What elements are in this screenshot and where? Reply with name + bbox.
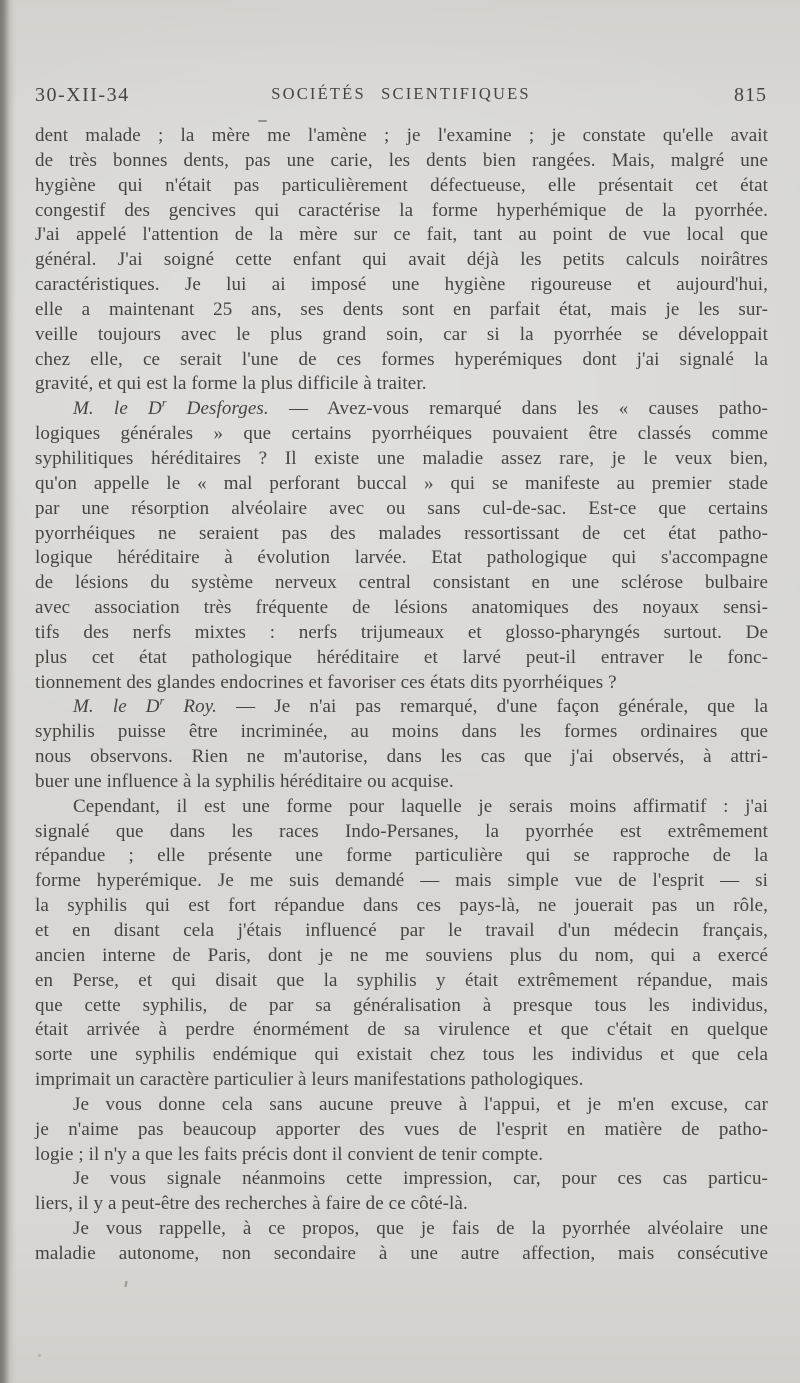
- text-line: général. J'ai soigné cette enfant qui avait déjà les petits calculs noirâtres: [35, 249, 768, 271]
- text-line: la syphilis qui est fort répandue dans ces pays-là, ne jouerait pas un rôle,: [35, 895, 768, 917]
- paragraph: [35, 795, 768, 1093]
- text-line: maladie autonome, non secondaire à une autre affection, mais consécutive: [35, 1242, 768, 1264]
- text-line: caractéristiques. Je lui ai imposé une hygiène rigoureuse et aujourd'hui,: [35, 274, 768, 296]
- ink-speck: [124, 1281, 127, 1287]
- text-line: dent malade ; la mère me l'amène ; je l'examine ; je constate qu'elle avait: [35, 125, 768, 146]
- paragraph: [35, 1167, 768, 1217]
- text-line: et en disant cela j'étais influencé par le travail d'un médecin français,: [35, 920, 768, 941]
- paragraph: [35, 1093, 768, 1168]
- text-line: forme hyperémique. Je me suis demandé — mais simple vue de l'esprit — si: [35, 870, 768, 892]
- text-line: qu'on appelle le « mal perforant buccal » qui se manifeste au premier stade: [35, 472, 768, 494]
- text-line: logiques générales » que certains pyorrhéiques pouvaient être classés comme: [35, 423, 768, 445]
- text-line: sorte une syphilis endémique qui existait chez tous les individus et que cela: [35, 1044, 768, 1066]
- text-line: Je vous donne cela sans aucune preuve à l'appui, et je m'en excuse, car: [73, 1093, 768, 1115]
- text-line: elle a maintenant 25 ans, ses dents sont en parfait état, mais je les sur-: [35, 298, 768, 320]
- text-line: syphilitiques héréditaires ? Il existe une maladie assez rare, je le veux bien,: [35, 447, 768, 469]
- text-line: congestif des gencives qui caractérise la forme hyperhémique de la pyorrhée.: [35, 199, 768, 221]
- text-line: buer une influence à la syphilis héréditaire ou acquise.: [35, 770, 454, 792]
- text-line: gravité, et qui est la forme la plus difficile à traiter.: [35, 373, 427, 395]
- binding-shadow: [0, 0, 16, 1383]
- text-line: que cette syphilis, de par sa généralisation à presque tous les individus,: [35, 994, 768, 1016]
- text-line: nous observons. Rien ne m'autorise, dans les cas que j'ai observés, à attri-: [35, 746, 768, 768]
- header-date: 30-XII-34: [35, 84, 130, 106]
- text-line: veille toujours avec le plus grand soin, car si la pyorrhée se développait: [35, 323, 768, 345]
- text-line: logie ; il n'y a que les faits précis dont il convient de tenir compte.: [35, 1143, 544, 1165]
- page-number: 815: [734, 84, 767, 106]
- speaker-name: M. le $D^r$ Roy.: [73, 695, 218, 718]
- paragraph: [35, 695, 768, 794]
- text-line: par une résorption alvéolaire avec ou sans cul-de-sac. Est-ce que certains: [35, 497, 768, 519]
- text-line: syphilis puisse être incriminée, au moins dans les formes ordinaires que: [35, 721, 768, 743]
- text-line: liers, il y a peut-être des recherches à faire de ce côté-là.: [35, 1193, 468, 1215]
- text-line: de lésions du système nerveux central consistant en une sclérose bulbaire: [35, 572, 768, 594]
- text-line: M. le $D^r$ Desforges. — Avez-vous remarqué dans les « causes patho-: [73, 396, 768, 420]
- text-line: en Perse, et qui disait que la syphilis y était extrêmement répandue, mais: [35, 969, 768, 991]
- ink-speck: [38, 1354, 41, 1357]
- text-line: je n'aime pas beaucoup apporter des vues de l'esprit en matière de patho-: [35, 1118, 768, 1140]
- text-line: répandue ; elle présente une forme particulière qui se rapproche de la: [35, 845, 768, 867]
- text-line: Cependant, il est une forme pour laquelle je serais moins affirmatif : j'ai: [73, 795, 768, 817]
- text-line: hygiène qui n'était pas particulièrement défectueuse, elle présentait cet état: [35, 174, 768, 196]
- text-line: ancien interne de Paris, dont je ne me souviens plus du nom, qui a exercé: [35, 944, 768, 966]
- journal-title: SOCIÉTÉS SCIENTIFIQUES: [271, 84, 531, 103]
- speaker-name: M. le $D^r$ Desforges.: [73, 396, 269, 420]
- text-line: M. le $D^r$ Roy. — Je n'ai pas remarqué, d'une façon générale, que la: [73, 695, 768, 718]
- text-line: était arrivée à perdre énormément de sa virulence et que c'était en quelque: [35, 1019, 768, 1041]
- ink-mark: [258, 120, 267, 122]
- text-line: tionnement des glandes endocrines et favoriser ces états dits pyorrhéiques ?: [35, 671, 617, 693]
- text-line: de très bonnes dents, pas une carie, les dents bien rangées. Mais, malgré une: [35, 149, 768, 171]
- text-line: avec association très fréquente de lésions anatomiques des noyaux sensi-: [35, 597, 768, 619]
- page-header: [35, 84, 767, 110]
- text-line: chez elle, ce serait l'une de ces formes hyperémiques dont j'ai signalé la: [35, 348, 768, 370]
- text-line: Je vous signale néanmoins cette impression, car, pour ces cas particu-: [73, 1168, 768, 1190]
- paragraph: [35, 1217, 768, 1267]
- text-line: imprimait un caractère particulier à leurs manifestations pathologiques.: [35, 1069, 584, 1091]
- text-line: J'ai appelé l'attention de la mère sur ce fait, tant au point de vue local que: [35, 224, 768, 246]
- text-line: plus cet état pathologique héréditaire et larvé peut-il entraver le fonc-: [35, 646, 768, 668]
- text-line: Je vous rappelle, à ce propos, que je fais de la pyorrhée alvéolaire une: [73, 1218, 768, 1240]
- text-line: logique héréditaire à évolution larvée. Etat pathologique qui s'accompagne: [35, 547, 768, 569]
- paragraph: [35, 397, 768, 695]
- paragraph: [35, 124, 768, 397]
- text-line: pyorrhéiques ne seraient pas des malades ressortissant de cet état patho-: [35, 522, 768, 544]
- text-block: [35, 124, 768, 1267]
- text-line: tifs des nerfs mixtes : nerfs trijumeaux et glosso-pharyngés surtout. De: [35, 621, 768, 643]
- text-line: signalé que dans les races Indo-Persanes, la pyorrhée est extrêmement: [35, 820, 768, 842]
